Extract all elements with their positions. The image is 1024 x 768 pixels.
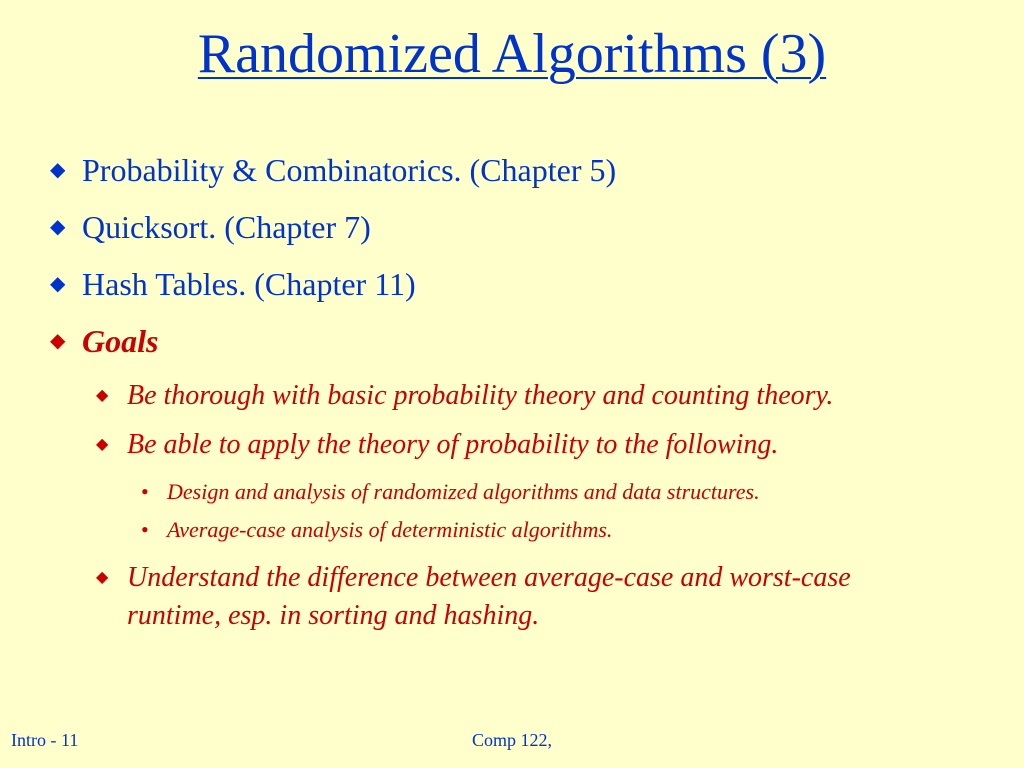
subgoal-text: Design and analysis of randomized algorithms and data structures. (167, 479, 760, 504)
diamond-bullet-icon: ◆ (96, 569, 109, 586)
subgoal-text: Average-case analysis of deterministic algorithms. (167, 517, 613, 542)
diamond-bullet-icon: ◆ (96, 436, 109, 453)
diamond-bullet-icon: ◆ (50, 216, 66, 238)
slide-title: Randomized Algorithms (3) (197, 23, 827, 85)
diamond-bullet-icon: ◆ (50, 330, 66, 352)
bullet-text: Hash Tables. (Chapter 11) (82, 266, 416, 302)
goal-text: Understand the difference between average-case and worst-case (127, 562, 851, 593)
dot-bullet-icon: • (141, 479, 149, 504)
bullet-text: Quicksort. (Chapter 7) (82, 209, 371, 245)
goals-heading-text: Goals (82, 323, 159, 359)
diamond-bullet-icon: ◆ (96, 387, 109, 404)
footer-slide-number: Intro - 11 (11, 730, 79, 750)
diamond-bullet-icon: ◆ (50, 273, 66, 295)
diamond-bullet-icon: ◆ (50, 159, 66, 181)
dot-bullet-icon: • (141, 517, 149, 542)
bullet-text: Probability & Combinatorics. (Chapter 5) (82, 152, 617, 188)
footer-course: Comp 122, (472, 730, 553, 750)
goal-text: runtime, esp. in sorting and hashing. (127, 600, 540, 631)
goal-text: Be thorough with basic probability theory and counting theory. (127, 380, 834, 411)
goal-text: Be able to apply the theory of probability to the following. (127, 429, 779, 460)
